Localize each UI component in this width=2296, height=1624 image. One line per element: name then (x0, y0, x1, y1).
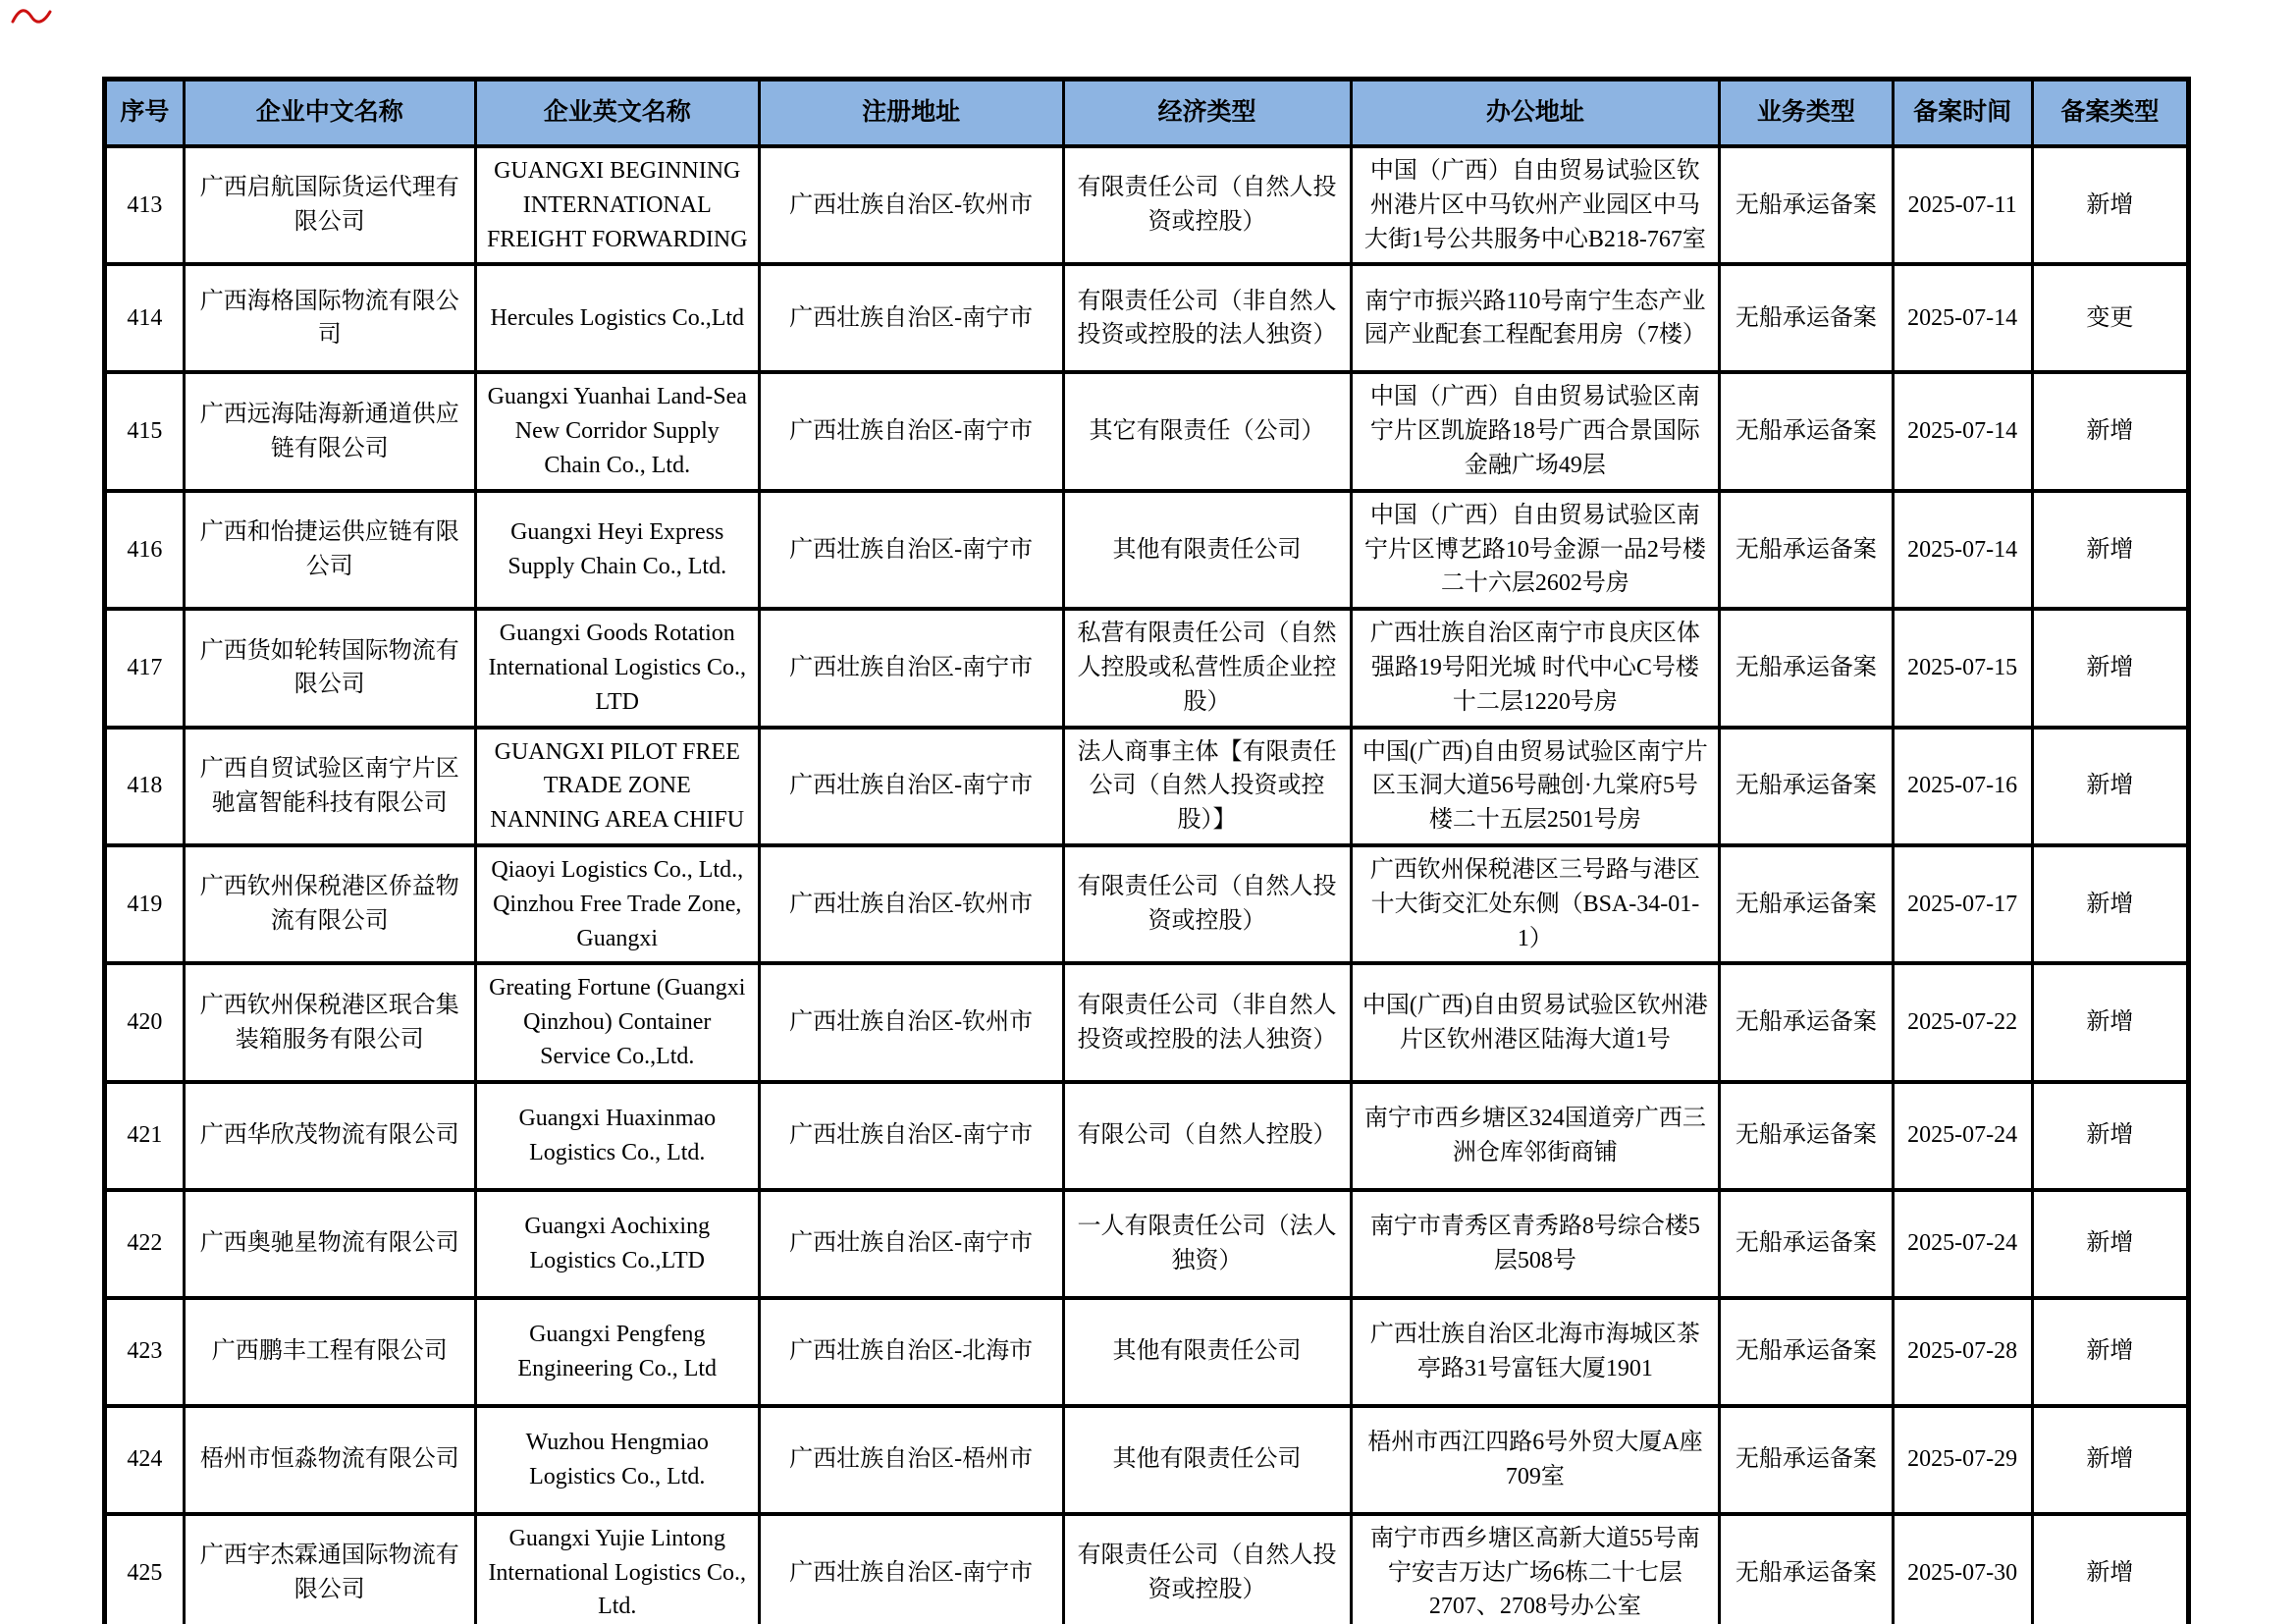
cell-filing_type: 新增 (2032, 146, 2188, 264)
cell-filing_date: 2025-07-30 (1893, 1514, 2032, 1624)
nvocc-filing-table (102, 77, 2191, 1624)
cell-filing_type: 新增 (2032, 372, 2188, 490)
cell-index: 414 (105, 264, 185, 372)
cell-index: 418 (105, 728, 185, 845)
cell-cn_name: 广西奥驰星物流有限公司 (184, 1190, 475, 1298)
cell-index: 422 (105, 1190, 185, 1298)
column-header-cn_name: 企业中文名称 (184, 80, 475, 147)
cell-business_type: 无船承运备案 (1720, 963, 1893, 1081)
table-row (105, 372, 2189, 490)
cell-econ_type: 有限公司（自然人控股） (1063, 1082, 1351, 1190)
cell-en_name: GUANGXI PILOT FREE TRADE ZONE NANNING AREA CHIFU (475, 728, 759, 845)
cell-econ_type: 有限责任公司（自然人投资或控股） (1063, 1514, 1351, 1624)
table-row (105, 1190, 2189, 1298)
cell-reg_address: 广西壮族自治区-钦州市 (759, 146, 1063, 264)
cell-econ_type: 有限责任公司（非自然人投资或控股的法人独资） (1063, 963, 1351, 1081)
cell-index: 417 (105, 609, 185, 727)
cell-en_name: Qiaoyi Logistics Co., Ltd., Qinzhou Free Trade Zone, Guangxi (475, 845, 759, 963)
cell-office_address: 广西壮族自治区北海市海城区茶亭路31号富钰大厦1901 (1351, 1298, 1720, 1406)
cell-en_name: Guangxi Huaxinmao Logistics Co., Ltd. (475, 1082, 759, 1190)
cell-reg_address: 广西壮族自治区-梧州市 (759, 1406, 1063, 1514)
cell-econ_type: 其他有限责任公司 (1063, 1298, 1351, 1406)
cell-en_name: Hercules Logistics Co.,Ltd (475, 264, 759, 372)
cell-business_type: 无船承运备案 (1720, 1406, 1893, 1514)
cell-cn_name: 广西货如轮转国际物流有限公司 (184, 609, 475, 727)
cell-business_type: 无船承运备案 (1720, 1514, 1893, 1624)
cell-business_type: 无船承运备案 (1720, 491, 1893, 609)
column-header-business_type: 业务类型 (1720, 80, 1893, 147)
cell-cn_name: 广西远海陆海新通道供应链有限公司 (184, 372, 475, 490)
table-header-row (105, 80, 2189, 147)
column-header-en_name: 企业英文名称 (475, 80, 759, 147)
cell-filing_date: 2025-07-16 (1893, 728, 2032, 845)
cell-en_name: Guangxi Goods Rotation International Logistics Co., LTD (475, 609, 759, 727)
cell-en_name: Wuzhou Hengmiao Logistics Co., Ltd. (475, 1406, 759, 1514)
cell-reg_address: 广西壮族自治区-钦州市 (759, 963, 1063, 1081)
cell-reg_address: 广西壮族自治区-南宁市 (759, 372, 1063, 490)
cell-filing_type: 新增 (2032, 1406, 2188, 1514)
cell-cn_name: 梧州市恒淼物流有限公司 (184, 1406, 475, 1514)
column-header-filing_type: 备案类型 (2032, 80, 2188, 147)
cell-reg_address: 广西壮族自治区-南宁市 (759, 728, 1063, 845)
cell-econ_type: 其他有限责任公司 (1063, 491, 1351, 609)
cell-office_address: 中国（广西）自由贸易试验区南宁片区凯旋路18号广西合景国际金融广场49层 (1351, 372, 1720, 490)
cell-business_type: 无船承运备案 (1720, 1298, 1893, 1406)
table-row (105, 1514, 2189, 1624)
cell-en_name: Guangxi Aochixing Logistics Co.,LTD (475, 1190, 759, 1298)
cell-reg_address: 广西壮族自治区-南宁市 (759, 264, 1063, 372)
cell-reg_address: 广西壮族自治区-南宁市 (759, 491, 1063, 609)
cell-reg_address: 广西壮族自治区-南宁市 (759, 1190, 1063, 1298)
table-row (105, 728, 2189, 845)
column-header-econ_type: 经济类型 (1063, 80, 1351, 147)
cell-reg_address: 广西壮族自治区-南宁市 (759, 609, 1063, 727)
cell-cn_name: 广西钦州保税港区侨益物流有限公司 (184, 845, 475, 963)
cell-econ_type: 有限责任公司（非自然人投资或控股的法人独资） (1063, 264, 1351, 372)
cell-filing_date: 2025-07-24 (1893, 1190, 2032, 1298)
cell-filing_date: 2025-07-17 (1893, 845, 2032, 963)
column-header-office_address: 办公地址 (1351, 80, 1720, 147)
cell-index: 415 (105, 372, 185, 490)
cell-reg_address: 广西壮族自治区-北海市 (759, 1298, 1063, 1406)
cell-filing_date: 2025-07-29 (1893, 1406, 2032, 1514)
cell-business_type: 无船承运备案 (1720, 1082, 1893, 1190)
cell-filing_date: 2025-07-22 (1893, 963, 2032, 1081)
cell-filing_date: 2025-07-14 (1893, 491, 2032, 609)
table-row (105, 1406, 2189, 1514)
cell-cn_name: 广西鹏丰工程有限公司 (184, 1298, 475, 1406)
cell-econ_type: 其他有限责任公司 (1063, 1406, 1351, 1514)
cell-index: 416 (105, 491, 185, 609)
red-pen-mark (10, 4, 53, 29)
cell-econ_type: 一人有限责任公司（法人独资） (1063, 1190, 1351, 1298)
cell-office_address: 南宁市振兴路110号南宁生态产业园产业配套工程配套用房（7楼） (1351, 264, 1720, 372)
cell-reg_address: 广西壮族自治区-南宁市 (759, 1514, 1063, 1624)
cell-index: 425 (105, 1514, 185, 1624)
cell-cn_name: 广西和怡捷运供应链有限公司 (184, 491, 475, 609)
cell-econ_type: 有限责任公司（自然人投资或控股） (1063, 845, 1351, 963)
cell-filing_date: 2025-07-15 (1893, 609, 2032, 727)
table-row (105, 609, 2189, 727)
cell-en_name: Guangxi Yuanhai Land-Sea New Corridor Supply Chain Co., Ltd. (475, 372, 759, 490)
cell-business_type: 无船承运备案 (1720, 728, 1893, 845)
cell-econ_type: 有限责任公司（自然人投资或控股） (1063, 146, 1351, 264)
cell-econ_type: 其它有限责任（公司） (1063, 372, 1351, 490)
cell-filing_type: 新增 (2032, 1190, 2188, 1298)
cell-filing_date: 2025-07-14 (1893, 264, 2032, 372)
cell-econ_type: 私营有限责任公司（自然人控股或私营性质企业控股） (1063, 609, 1351, 727)
cell-business_type: 无船承运备案 (1720, 1190, 1893, 1298)
cell-filing_date: 2025-07-24 (1893, 1082, 2032, 1190)
cell-business_type: 无船承运备案 (1720, 845, 1893, 963)
cell-filing_type: 新增 (2032, 491, 2188, 609)
cell-office_address: 南宁市西乡塘区高新大道55号南宁安吉万达广场6栋二十七层2707、2708号办公室 (1351, 1514, 1720, 1624)
cell-office_address: 中国（广西）自由贸易试验区钦州港片区中马钦州产业园区中马大街1号公共服务中心B218-767室 (1351, 146, 1720, 264)
column-header-filing_date: 备案时间 (1893, 80, 2032, 147)
cell-filing_date: 2025-07-14 (1893, 372, 2032, 490)
table-row (105, 1082, 2189, 1190)
table-row (105, 146, 2189, 264)
table-row (105, 264, 2189, 372)
cell-office_address: 中国(广西)自由贸易试验区钦州港片区钦州港区陆海大道1号 (1351, 963, 1720, 1081)
cell-business_type: 无船承运备案 (1720, 264, 1893, 372)
cell-cn_name: 广西海格国际物流有限公司 (184, 264, 475, 372)
column-header-index: 序号 (105, 80, 185, 147)
table-row (105, 1298, 2189, 1406)
cell-business_type: 无船承运备案 (1720, 372, 1893, 490)
cell-cn_name: 广西华欣茂物流有限公司 (184, 1082, 475, 1190)
cell-filing_type: 变更 (2032, 264, 2188, 372)
cell-filing_type: 新增 (2032, 728, 2188, 845)
cell-business_type: 无船承运备案 (1720, 609, 1893, 727)
cell-office_address: 广西壮族自治区南宁市良庆区体强路19号阳光城 时代中心C号楼十二层1220号房 (1351, 609, 1720, 727)
cell-en_name: Guangxi Pengfeng Engineering Co., Ltd (475, 1298, 759, 1406)
cell-en_name: GUANGXI BEGINNING INTERNATIONAL FREIGHT FORWARDING (475, 146, 759, 264)
cell-filing_type: 新增 (2032, 845, 2188, 963)
cell-filing_type: 新增 (2032, 1298, 2188, 1406)
cell-office_address: 梧州市西江四路6号外贸大厦A座709室 (1351, 1406, 1720, 1514)
cell-filing_date: 2025-07-28 (1893, 1298, 2032, 1406)
cell-en_name: Greating Fortune (Guangxi Qinzhou) Container Service Co.,Ltd. (475, 963, 759, 1081)
cell-office_address: 南宁市青秀区青秀路8号综合楼5层508号 (1351, 1190, 1720, 1298)
table-row (105, 963, 2189, 1081)
cell-filing_date: 2025-07-11 (1893, 146, 2032, 264)
cell-office_address: 广西钦州保税港区三号路与港区十大街交汇处东侧（BSA-34-01-1） (1351, 845, 1720, 963)
column-header-reg_address: 注册地址 (759, 80, 1063, 147)
cell-index: 419 (105, 845, 185, 963)
table-row (105, 491, 2189, 609)
cell-econ_type: 法人商事主体【有限责任公司（自然人投资或控股）】 (1063, 728, 1351, 845)
cell-cn_name: 广西宇杰霖通国际物流有限公司 (184, 1514, 475, 1624)
table-row (105, 845, 2189, 963)
cell-office_address: 中国(广西)自由贸易试验区南宁片区玉洞大道56号融创·九棠府5号楼二十五层2501号房 (1351, 728, 1720, 845)
cell-reg_address: 广西壮族自治区-钦州市 (759, 845, 1063, 963)
cell-cn_name: 广西钦州保税港区珉合集装箱服务有限公司 (184, 963, 475, 1081)
cell-en_name: Guangxi Heyi Express Supply Chain Co., Ltd. (475, 491, 759, 609)
cell-cn_name: 广西自贸试验区南宁片区驰富智能科技有限公司 (184, 728, 475, 845)
cell-filing_type: 新增 (2032, 963, 2188, 1081)
cell-index: 420 (105, 963, 185, 1081)
cell-index: 424 (105, 1406, 185, 1514)
cell-en_name: Guangxi Yujie Lintong International Logistics Co., Ltd. (475, 1514, 759, 1624)
cell-office_address: 中国（广西）自由贸易试验区南宁片区博艺路10号金源一品2号楼二十六层2602号房 (1351, 491, 1720, 609)
cell-index: 413 (105, 146, 185, 264)
cell-reg_address: 广西壮族自治区-南宁市 (759, 1082, 1063, 1190)
cell-index: 423 (105, 1298, 185, 1406)
cell-cn_name: 广西启航国际货运代理有限公司 (184, 146, 475, 264)
cell-office_address: 南宁市西乡塘区324国道旁广西三洲仓库邻街商铺 (1351, 1082, 1720, 1190)
cell-filing_type: 新增 (2032, 1514, 2188, 1624)
cell-filing_type: 新增 (2032, 609, 2188, 727)
cell-index: 421 (105, 1082, 185, 1190)
cell-business_type: 无船承运备案 (1720, 146, 1893, 264)
cell-filing_type: 新增 (2032, 1082, 2188, 1190)
